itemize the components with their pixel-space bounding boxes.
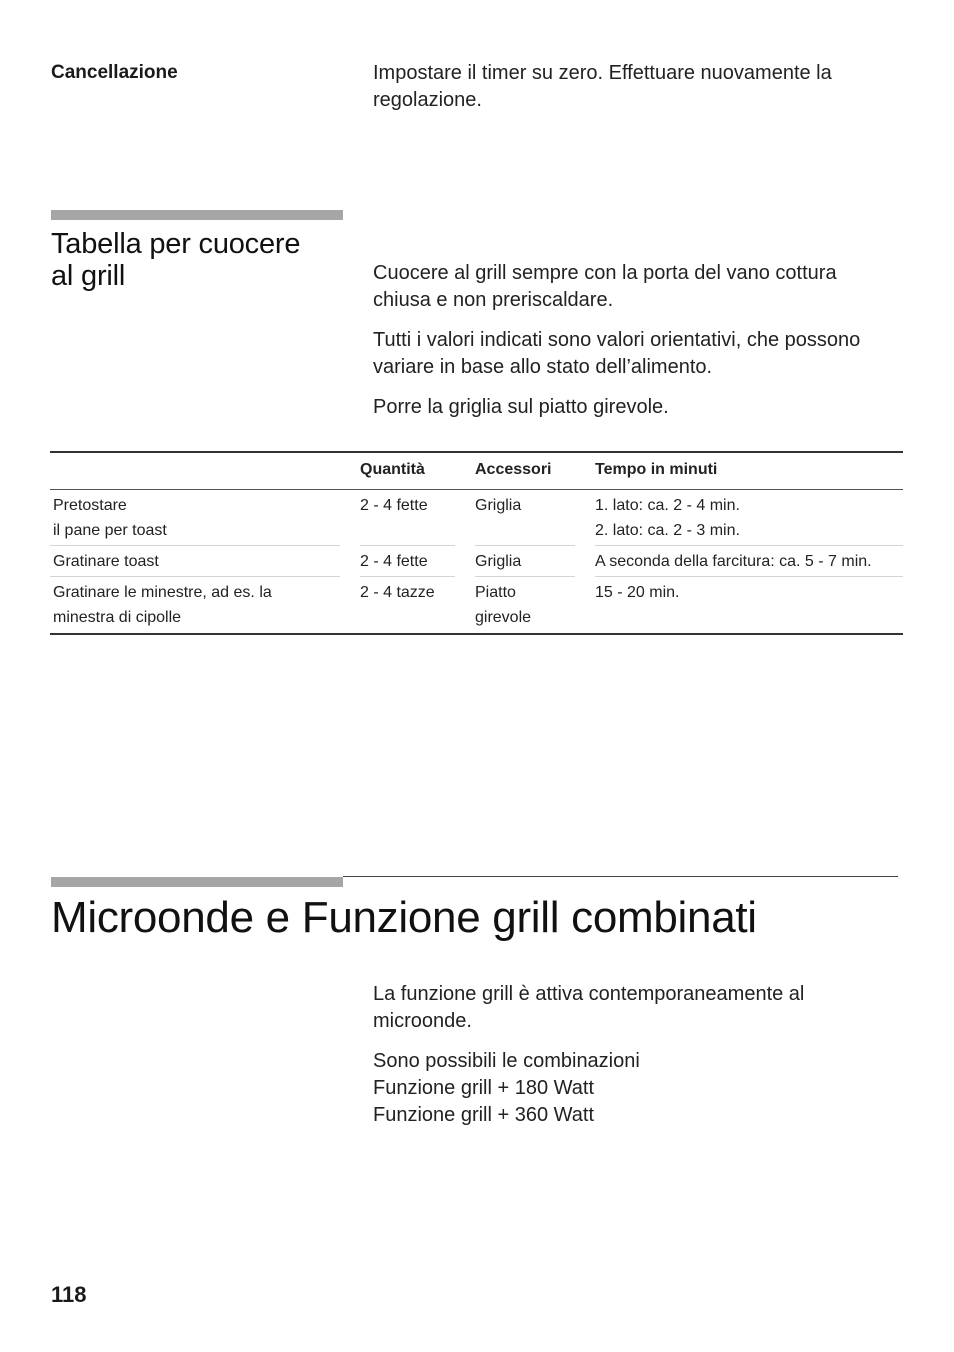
section-bar-combi bbox=[51, 877, 343, 887]
time-line: 1. lato: ca. 2 - 4 min. bbox=[595, 497, 740, 514]
food-line: minestra di cipolle bbox=[53, 609, 182, 626]
grill-title-line2: al grill bbox=[51, 260, 126, 292]
combi-line: Funzione grill + 360 Watt bbox=[373, 1104, 595, 1126]
quantity-value: 2 - 4 fette bbox=[360, 553, 428, 570]
quantity-cell bbox=[350, 546, 465, 577]
time-line: A seconda della farcitura: ca. 5 - 7 min. bbox=[595, 553, 872, 570]
combi-paragraph-2 bbox=[373, 1048, 898, 1129]
accessory-line: Griglia bbox=[475, 553, 522, 570]
grill-paragraph-3: Porre la griglia sul piatto girevole. bbox=[373, 396, 669, 418]
quantity-value: 2 - 4 tazze bbox=[360, 584, 435, 601]
time-cell bbox=[585, 577, 903, 633]
combi-body bbox=[373, 981, 898, 1142]
cancel-label: Cancellazione bbox=[51, 62, 178, 83]
food-cell bbox=[50, 546, 350, 577]
grill-paragraph-2: Tutti i valori indicati sono valori orientativi, che possono variare in base allo stato dell’alimento. bbox=[373, 329, 861, 378]
time-cell bbox=[585, 490, 903, 546]
grill-title-line1: Tabella per cuocere bbox=[51, 228, 301, 260]
table-header-row bbox=[50, 453, 903, 490]
accessory-cell bbox=[465, 546, 585, 577]
combi-line: Sono possibili le combinazioni bbox=[373, 1050, 640, 1072]
accessory-line: Griglia bbox=[475, 497, 522, 514]
header-time: Tempo in minuti bbox=[585, 453, 903, 490]
grill-table bbox=[50, 451, 903, 635]
grill-intro bbox=[373, 260, 898, 434]
quantity-cell bbox=[350, 490, 465, 546]
grill-section-title bbox=[51, 228, 300, 292]
cancel-text: Impostare il timer su zero. Effettuare nuovamente la regolazione. bbox=[373, 62, 832, 111]
combi-paragraph-1: La funzione grill è attiva contemporaneamente al microonde. bbox=[373, 983, 805, 1032]
combi-section-title: Microonde e Funzione grill combinati bbox=[51, 893, 757, 942]
page-number: 118 bbox=[51, 1282, 87, 1307]
food-cell bbox=[50, 577, 350, 633]
accessory-cell bbox=[465, 490, 585, 546]
food-line: Pretostare bbox=[53, 497, 127, 514]
section-bar-grill bbox=[51, 210, 343, 220]
header-food bbox=[50, 453, 350, 490]
time-line: 2. lato: ca. 2 - 3 min. bbox=[595, 522, 740, 539]
food-cell bbox=[50, 490, 350, 546]
section-rule-combi bbox=[343, 876, 898, 877]
food-line: il pane per toast bbox=[53, 522, 167, 539]
quantity-cell bbox=[350, 577, 465, 633]
header-accessories: Accessori bbox=[465, 453, 585, 490]
time-cell bbox=[585, 546, 903, 577]
table-row bbox=[50, 546, 903, 577]
combi-line: Funzione grill + 180 Watt bbox=[373, 1077, 595, 1099]
header-quantity: Quantità bbox=[350, 453, 465, 490]
table-row bbox=[50, 577, 903, 633]
accessory-line: Piatto bbox=[475, 584, 516, 601]
grill-paragraph-1: Cuocere al grill sempre con la porta del vano cottura chiusa e non preriscaldare. bbox=[373, 262, 837, 311]
table-row bbox=[50, 490, 903, 546]
food-line: Gratinare toast bbox=[53, 553, 159, 570]
quantity-value: 2 - 4 fette bbox=[360, 497, 428, 514]
accessory-line: girevole bbox=[475, 609, 532, 626]
time-line: 15 - 20 min. bbox=[595, 584, 680, 601]
accessory-cell bbox=[465, 577, 585, 633]
food-line: Gratinare le minestre, ad es. la bbox=[53, 584, 272, 601]
